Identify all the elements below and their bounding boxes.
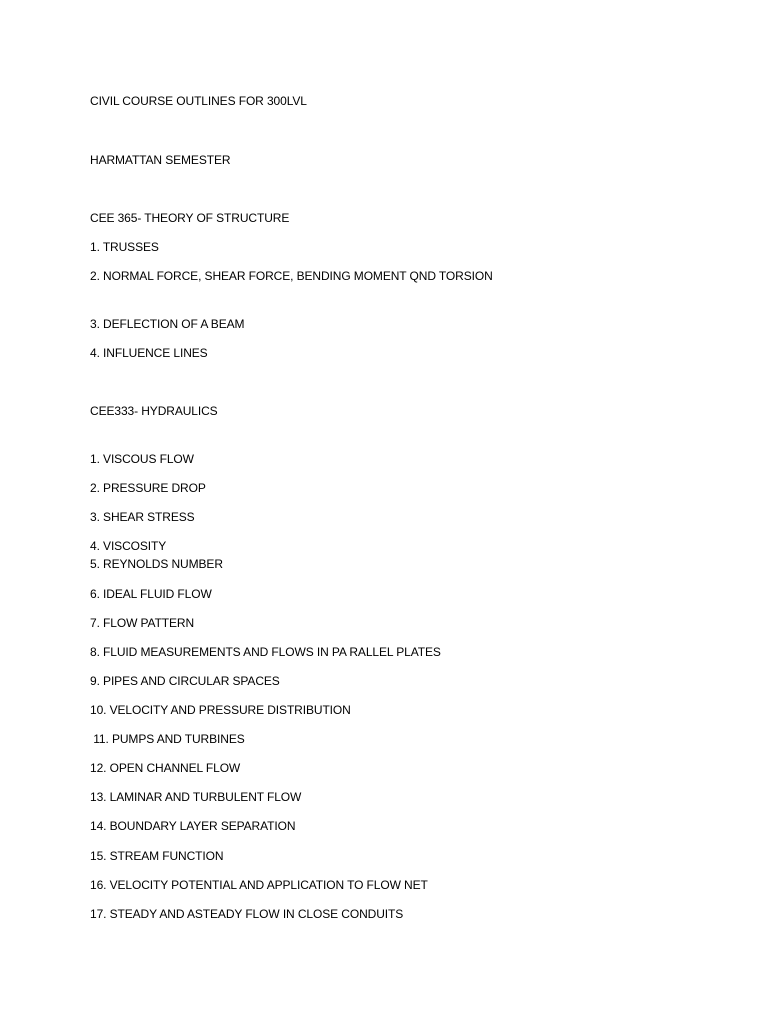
- list-item: 3. DEFLECTION OF A BEAM: [90, 317, 245, 331]
- list-item: 6. IDEAL FLUID FLOW: [90, 587, 212, 601]
- list-item: 5. REYNOLDS NUMBER: [90, 557, 223, 571]
- list-item: 17. STEADY AND ASTEADY FLOW IN CLOSE CONDUITS: [90, 907, 404, 921]
- course-heading-cee365: CEE 365- THEORY OF STRUCTURE: [90, 211, 290, 225]
- list-item: 2. NORMAL FORCE, SHEAR FORCE, BENDING MOMENT QND TORSION: [90, 269, 493, 283]
- list-item: 3. SHEAR STRESS: [90, 510, 195, 524]
- list-item: 9. PIPES AND CIRCULAR SPACES: [90, 674, 280, 688]
- list-item: 11. PUMPS AND TURBINES: [90, 732, 245, 746]
- list-item: 7. FLOW PATTERN: [90, 616, 195, 630]
- list-item: 12. OPEN CHANNEL FLOW: [90, 761, 241, 775]
- list-item: 14. BOUNDARY LAYER SEPARATION: [90, 819, 296, 833]
- list-item: 1. VISCOUS FLOW: [90, 452, 194, 466]
- list-item: 16. VELOCITY POTENTIAL AND APPLICATION TO FLOW NET: [90, 878, 428, 892]
- list-item: 4. INFLUENCE LINES: [90, 346, 208, 360]
- semester-heading: HARMATTAN SEMESTER: [90, 153, 231, 167]
- list-item: 4. VISCOSITY: [90, 539, 167, 553]
- list-item: 8. FLUID MEASUREMENTS AND FLOWS IN PA RALLEL PLATES: [90, 645, 441, 659]
- course-heading-cee333: CEE333- HYDRAULICS: [90, 404, 218, 418]
- list-item: 13. LAMINAR AND TURBULENT FLOW: [90, 790, 302, 804]
- list-item: 15. STREAM FUNCTION: [90, 849, 224, 863]
- document-title: CIVIL COURSE OUTLINES FOR 300LVL: [90, 94, 307, 108]
- list-item: 10. VELOCITY AND PRESSURE DISTRIBUTION: [90, 703, 351, 717]
- list-item: 2. PRESSURE DROP: [90, 481, 206, 495]
- list-item: 1. TRUSSES: [90, 240, 159, 254]
